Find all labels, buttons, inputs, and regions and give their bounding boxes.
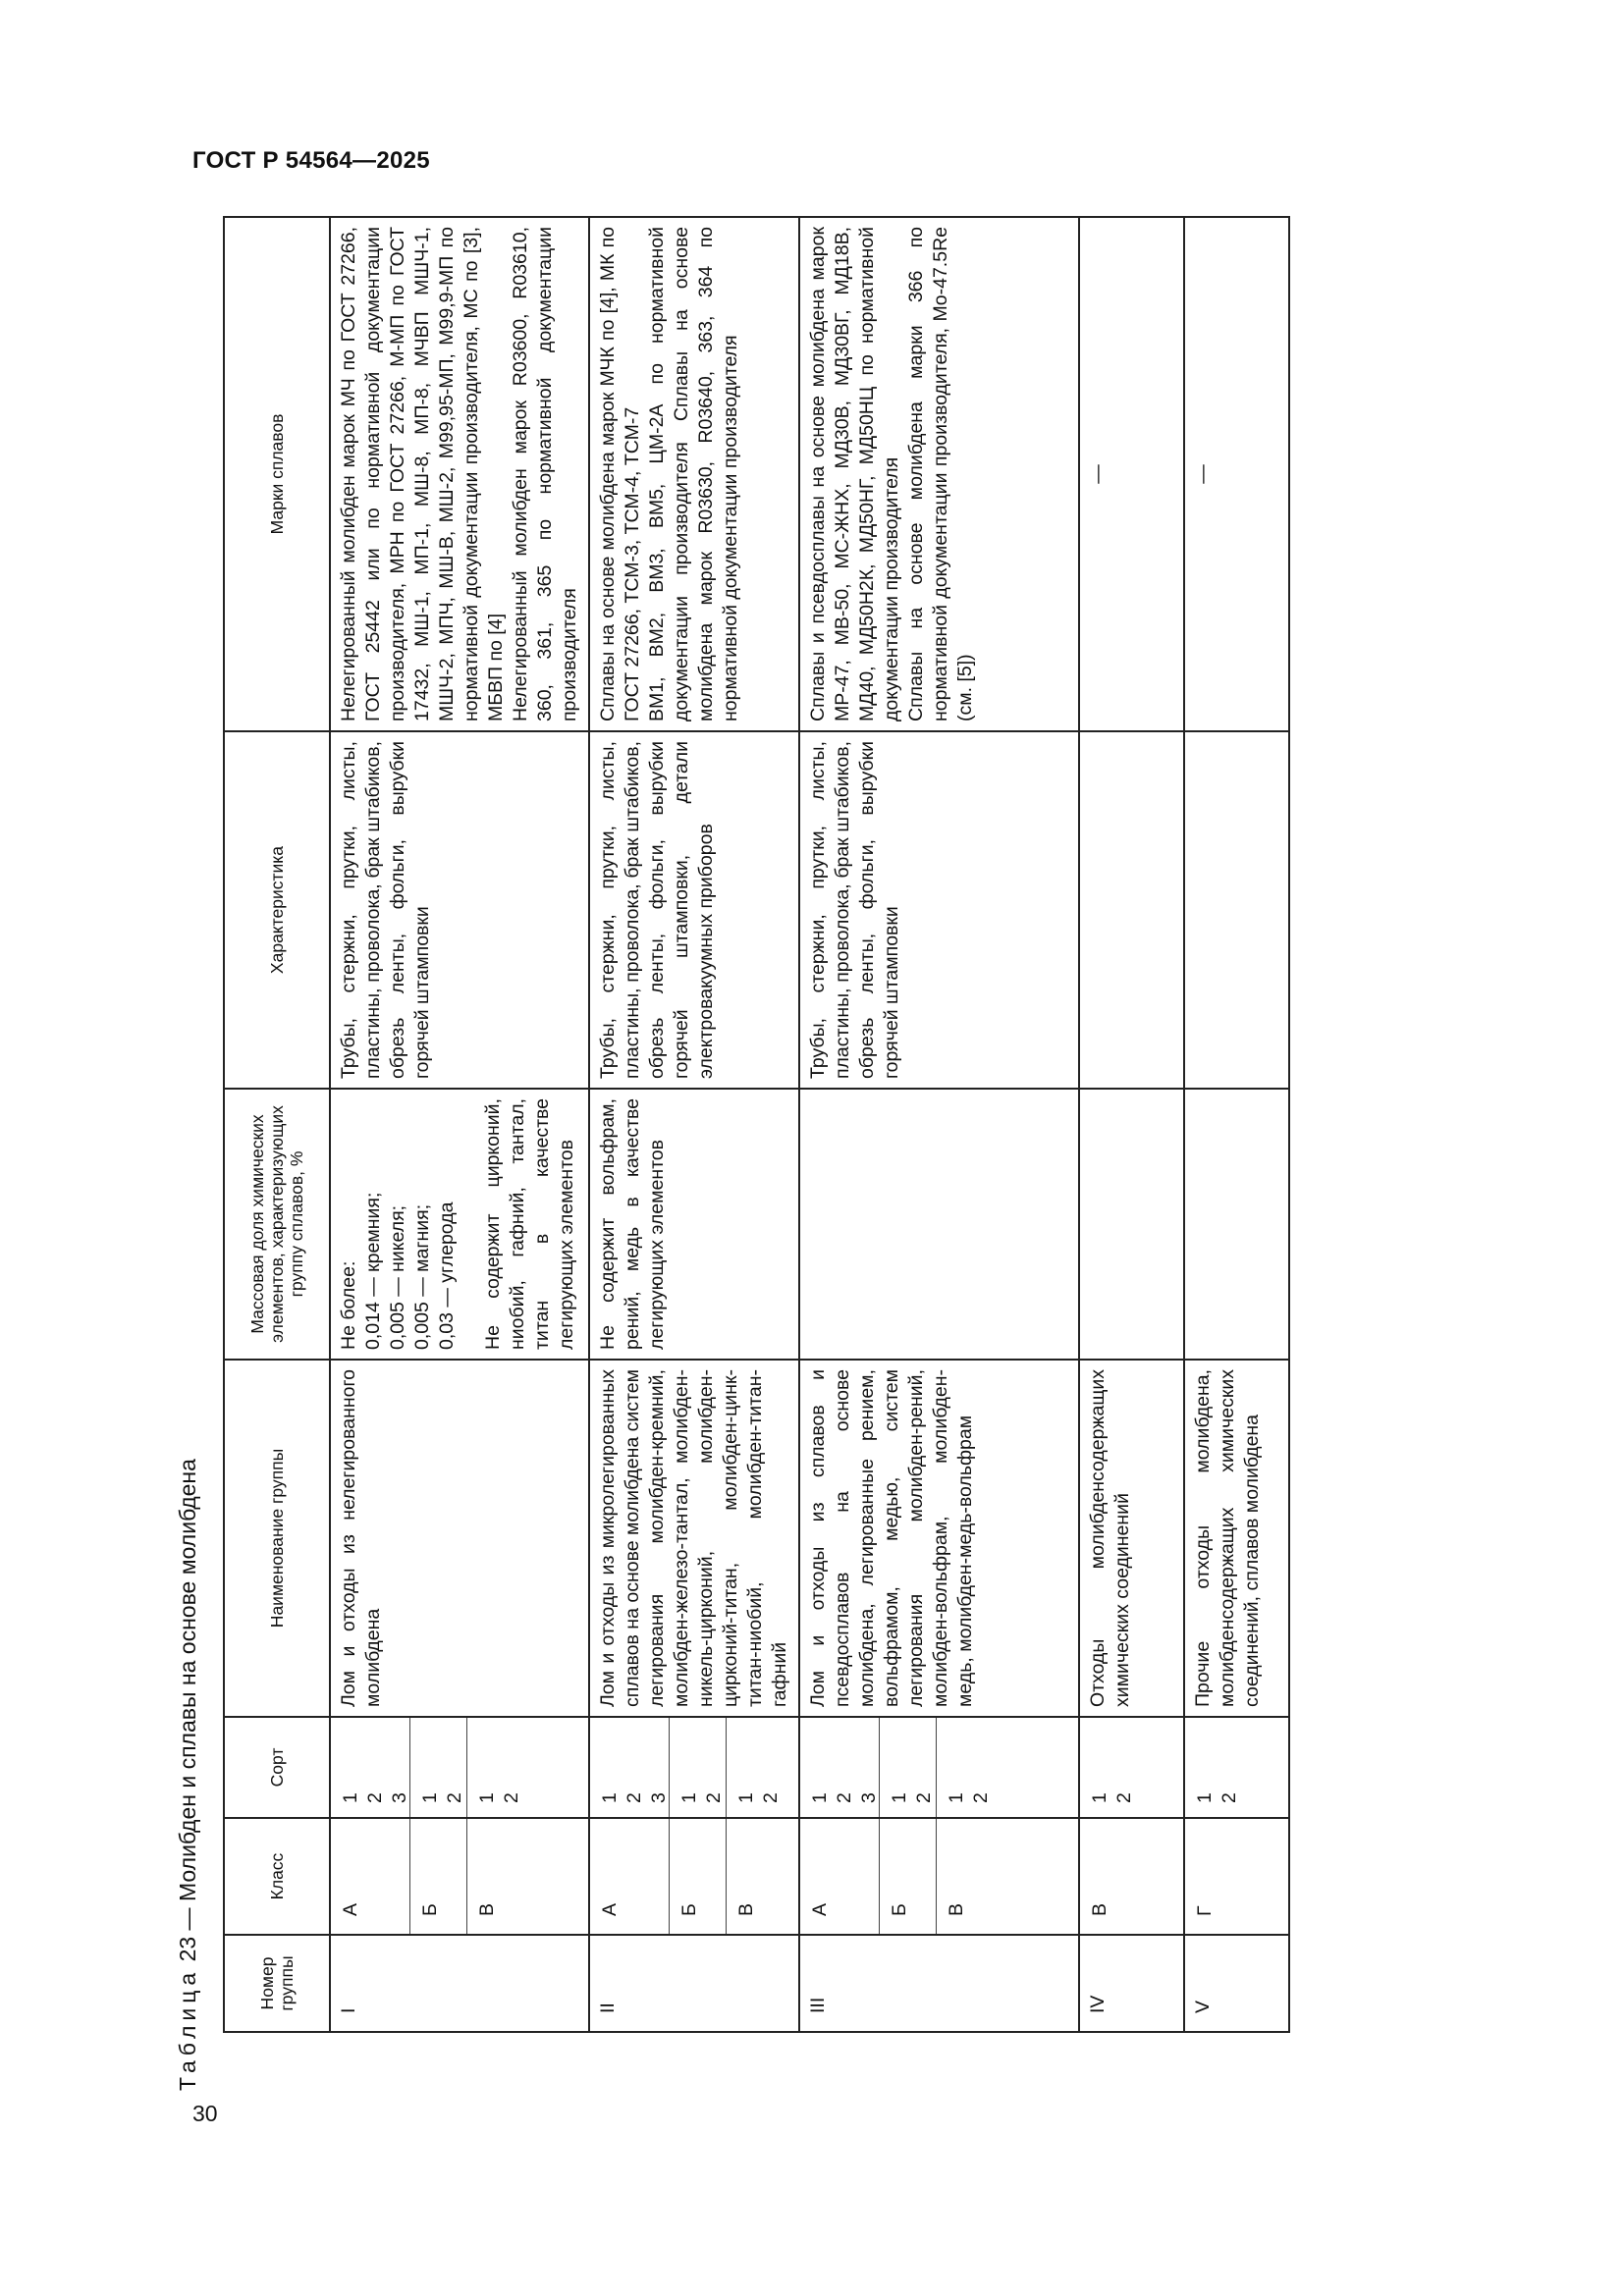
sort-value: 3 — [858, 1792, 880, 1803]
sort-value: 1 — [1089, 1792, 1110, 1803]
sort-value: 2 — [444, 1792, 465, 1803]
sort-cell — [589, 1717, 799, 1818]
document-code: ГОСТ Р 54564—2025 — [192, 147, 430, 174]
group-name-cell: Лом и отходы из нелегированного молибдена — [330, 1360, 589, 1717]
table-caption-text: 23 — Молибден и сплавы на основе молибдена — [175, 1459, 200, 1962]
table-caption-lead: Таблица — [175, 1967, 200, 2091]
class-cell — [799, 1818, 1079, 1935]
grades-cell: — — [1079, 217, 1184, 731]
sort-value: 2 — [834, 1792, 855, 1803]
mass-fraction-cell — [799, 1089, 1079, 1360]
group-name-cell: Отходы молибденсодержащих химических соединений — [1079, 1360, 1184, 1717]
sort-cell — [799, 1717, 1079, 1818]
group-number-cell: II — [589, 1935, 799, 2032]
class-label: А — [599, 1902, 621, 1916]
sort-value: 1 — [1194, 1792, 1216, 1803]
class-label: В — [1089, 1902, 1110, 1916]
sort-cell — [1079, 1717, 1184, 1818]
page-number: 30 — [192, 2101, 218, 2126]
mass-fraction-line: 0,005 — никеля; — [387, 1204, 408, 1350]
grades-cell — [330, 217, 589, 731]
mass-fraction-cell: Не содержит вольфрам, рений, медь в качестве легирующих элементов — [589, 1089, 799, 1360]
sort-value: 1 — [599, 1792, 621, 1803]
mass-fraction-line: 0,014 — кремния; — [362, 1192, 384, 1350]
class-cell — [1184, 1818, 1289, 1935]
mass-fraction-cell — [1079, 1089, 1184, 1360]
class-label: В — [466, 1819, 500, 1934]
rotated-table-area — [163, 226, 1624, 2091]
group-number-cell: III — [799, 1935, 1079, 2032]
sort-value: 1 — [678, 1792, 700, 1803]
grades-text: Нелегированный молибден марок МЧ по ГОСТ 27266, ГОСТ 25442 или по нормативной документации производителя, МРН по ГОСТ 27266, М-МП по ГОСТ 17432, МШ-1, МП-1, МШ-8, МП-8, МЧВП МШЧ-1, МШЧ-2, МПЧ, МШ-В, МШ-2, М99,95-МП, М99,9-МП по нормативной документации производителя, МС по [3], МБВП по [4] — [338, 227, 507, 721]
table-row — [799, 217, 1079, 2032]
characteristic-cell: Трубы, стержни, прутки, листы, пластины, проволока, брак штабиков, обрезь ленты, фольги, вырубки горячей штамповки, детали электровакуумных приборов — [589, 731, 799, 1089]
sort-value: 2 — [364, 1792, 386, 1803]
sort-value: 1 — [809, 1792, 831, 1803]
sort-value: 2 — [1218, 1792, 1240, 1803]
class-label: Б — [879, 1819, 936, 1934]
table-row — [1079, 217, 1184, 2032]
sort-value: 2 — [1113, 1792, 1135, 1803]
class-label: Б — [409, 1819, 466, 1934]
col-header-mass-fraction: Массовая доля химических элементов, характеризующих группу сплавов, % — [224, 1089, 330, 1360]
mass-fraction-cell — [1184, 1089, 1289, 1360]
class-label: А — [809, 1902, 831, 1916]
table-caption — [163, 1459, 212, 2091]
sort-value: 1 — [946, 1792, 967, 1803]
sort-value: 1 — [889, 1792, 910, 1803]
characteristic-cell: Трубы, стержни, прутки, листы, пластины, проволока, брак штабиков, обрезь ленты, фольги, вырубки горячей штамповки — [799, 731, 1079, 1089]
group-number-cell: I — [330, 1935, 589, 2032]
grades-text: Нелегированный молибден марок R03600, R03610, 360, 361, 365 по нормативной документации производителя — [510, 227, 580, 721]
sort-value: 1 — [340, 1792, 361, 1803]
grades-cell — [589, 217, 799, 731]
sort-value: 3 — [389, 1792, 410, 1803]
sort-value: 2 — [501, 1792, 522, 1803]
grades-text: Сплавы на основе молибдена марок МЧК по [4], МК по ГОСТ 27266, ТСМ-3, ТСМ-4, ТСМ-7 — [597, 227, 643, 721]
grades-cell — [799, 217, 1079, 731]
group-number-cell: V — [1184, 1935, 1289, 2032]
table-row — [1184, 217, 1289, 2032]
grades-text: Сплавы и псевдосплавы на основе молибдена марок МР-47, МВ-50, МС-ЖНХ, МД30В, МД30ВГ, МД18В, МД40, МД50Н2К, МД50НГ, МД50НЦ по нормативной документации производителя — [807, 227, 902, 721]
col-header-characteristic: Характеристика — [224, 731, 330, 1089]
mass-fraction-cell — [330, 1089, 589, 1360]
group-number-cell: IV — [1079, 1935, 1184, 2032]
table-header-row — [224, 217, 330, 2032]
sort-value: 2 — [970, 1792, 992, 1803]
class-label: Б — [669, 1819, 726, 1934]
characteristic-cell — [1079, 731, 1184, 1089]
group-name-cell: Лом и отходы из микролегированных сплавов на основе молибдена систем легирования молибден-кремний, молибден-железо-тантал, молибден-никель-цирконий, молибден-цирконий-титан, молибден-цинк-титан-ниобий, молибден-титан-гафний — [589, 1360, 799, 1717]
class-label: В — [936, 1819, 969, 1934]
sort-cell — [330, 1717, 589, 1818]
sort-value: 1 — [735, 1792, 757, 1803]
class-label: В — [726, 1819, 759, 1934]
col-header-sort: Сорт — [224, 1717, 330, 1818]
mass-fraction-note: Не содержит цирконий, ниобий, гафний, тантал, титан в качестве легирующих элементов — [482, 1098, 577, 1350]
mass-fraction-line: 0,005 — магния; — [411, 1203, 433, 1350]
mass-fraction-line: Не более: — [338, 1260, 359, 1350]
table-row — [330, 217, 589, 2032]
sort-value: 2 — [623, 1792, 645, 1803]
sort-value: 3 — [648, 1792, 670, 1803]
mass-fraction-line: 0,03 — углерода — [436, 1201, 458, 1350]
class-cell — [1079, 1818, 1184, 1935]
sort-value: 2 — [760, 1792, 782, 1803]
col-header-grades: Марки сплавов — [224, 217, 330, 731]
col-header-group-name: Наименование группы — [224, 1360, 330, 1717]
group-name-cell: Лом и отходы из сплавов и псевдосплавов на основе молибдена, легированные рением, вольфрамом, медью, систем легирования молибден-рений, молибден-вольфрам, молибден-медь, молибден-медь-вольфрам — [799, 1360, 1079, 1717]
class-cell — [589, 1818, 799, 1935]
sort-value: 2 — [913, 1792, 935, 1803]
col-header-group-number: Номер группы — [224, 1935, 330, 2032]
sort-value: 1 — [476, 1792, 498, 1803]
class-label: А — [340, 1902, 361, 1916]
grades-cell: — — [1184, 217, 1289, 731]
characteristic-cell: Трубы, стержни, прутки, листы, пластины, проволока, брак штабиков, обрезь ленты, фольги, вырубки горячей штамповки — [330, 731, 589, 1089]
sort-cell — [1184, 1717, 1289, 1818]
sort-value: 1 — [419, 1792, 441, 1803]
class-label: Г — [1194, 1905, 1216, 1916]
grades-text: Сплавы на основе молибдена марки 366 по нормативной документации производителя, Mo-47.5Re (см. [5]) — [905, 227, 976, 721]
sort-value: 2 — [703, 1792, 725, 1803]
col-header-class: Класс — [224, 1818, 330, 1935]
molybdenum-table — [223, 216, 1290, 2033]
characteristic-cell — [1184, 731, 1289, 1089]
group-name-cell: Прочие отходы молибдена, молибденсодержащих химических соединений, сплавов молибдена — [1184, 1360, 1289, 1717]
table-row — [589, 217, 799, 2032]
class-cell — [330, 1818, 589, 1935]
grades-text: ВМ1, ВМ2, ВМ3, ВМ5, ЦМ-2А по нормативной документации производителя Сплавы на основе молибдена марок R03630, R03640, 363, 364 по нормативной документации производителя — [646, 227, 741, 721]
